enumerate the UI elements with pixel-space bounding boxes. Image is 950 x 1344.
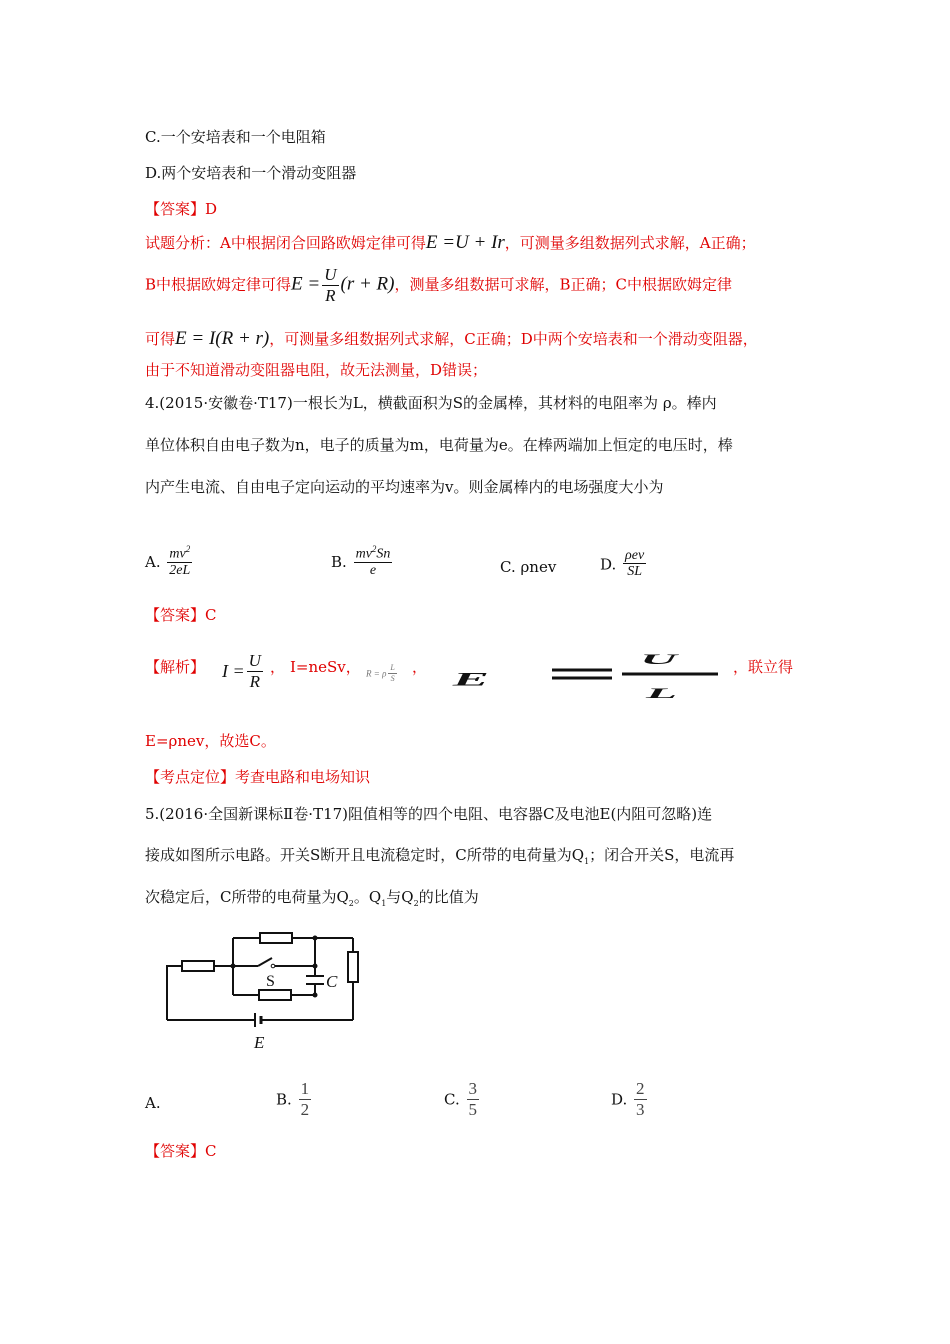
- fraction-denominator: R: [325, 285, 336, 305]
- analysis-line-3: [145, 328, 758, 351]
- q4-option-a: [145, 545, 194, 579]
- stem-text: 接成如图所示电路。开关S断开且电流稳定时，C所带的电荷量为Q: [145, 846, 585, 864]
- label-e: E: [254, 1033, 265, 1052]
- q5-answer: 【答案】C: [145, 1142, 217, 1160]
- fraction-numerator: U: [248, 651, 261, 670]
- analysis-text: 试题分析：A中根据闭合回路欧姆定律可得: [145, 234, 426, 252]
- q5-option-d: [611, 1080, 649, 1119]
- formula-e: E: [452, 668, 490, 690]
- switch-blade: [258, 958, 272, 966]
- fraction-denominator: SL: [627, 564, 643, 580]
- q4-explain-resistance: [366, 664, 399, 683]
- fraction-numerator: [167, 545, 192, 563]
- analysis-text: ，可测量多组数据列式求解，C正确；D中两个安培表和一个滑动变阻器，: [269, 330, 758, 348]
- wire-left: [167, 966, 182, 1020]
- answer-label: 【答案】D: [145, 200, 218, 218]
- analysis-line-2: [145, 266, 732, 305]
- q5-option-b: [276, 1080, 313, 1119]
- switch-contact: [271, 964, 275, 968]
- q4-answer: 【答案】C: [145, 606, 217, 624]
- fraction: [299, 1080, 312, 1119]
- resistor-top: [260, 933, 292, 943]
- numerator-text: mv: [355, 546, 372, 562]
- fraction-numerator: ρev: [625, 548, 645, 563]
- option-label: C.: [444, 1090, 460, 1109]
- separator: ，: [270, 658, 286, 676]
- q4-explain-neSv: I=neSv，: [290, 658, 361, 676]
- subscript: 1: [584, 857, 590, 866]
- fraction: [322, 266, 338, 305]
- stem-text: ；闭合开关S，电流再: [589, 846, 735, 864]
- option-label: D.: [600, 555, 617, 574]
- label-s: S: [266, 973, 275, 990]
- fraction-numerator: 2: [636, 1079, 645, 1098]
- fraction-numerator: U: [640, 651, 677, 668]
- option-label: D.: [611, 1090, 628, 1109]
- superscript: 2: [185, 544, 191, 554]
- q4-explain-field-formula: [440, 648, 740, 704]
- fraction-denominator: 3: [636, 1099, 645, 1119]
- analysis-line-1: [145, 232, 756, 255]
- fraction-denominator: L: [646, 685, 678, 702]
- fraction: [388, 664, 396, 683]
- q4-stem-line-3: 内产生电流、自由电子定向运动的平均速率为v。则金属棒内的电场强度大小为: [145, 478, 664, 496]
- fraction: [354, 545, 393, 579]
- q5-stem-line-3: [145, 888, 479, 909]
- stem-text: 。Q: [353, 888, 382, 906]
- analysis-text: ，测量多组数据可求解，B正确；C中根据欧姆定律: [394, 275, 732, 294]
- fraction-denominator: S: [390, 673, 395, 683]
- fraction: [623, 548, 646, 580]
- formula: E =U + Ir: [425, 232, 505, 253]
- q4-stem-line-1: 4.(2015·安徽卷·T17)一根长为L，横截面积为S的金属棒，其材料的电阻率为 ρ。棒内: [145, 394, 717, 412]
- stem-text: 次稳定后，C所带的电荷量为Q: [145, 888, 349, 906]
- analysis-text: 可得: [145, 330, 176, 348]
- stem-text: 的比值为: [418, 888, 479, 906]
- formula-lhs: E =: [291, 273, 321, 295]
- fraction-denominator: 2eL: [169, 563, 191, 579]
- formula-lhs: R = ρ: [366, 668, 387, 679]
- fraction-denominator: 5: [468, 1099, 477, 1119]
- junction-dot: [313, 993, 318, 998]
- superscript: 2: [371, 544, 377, 554]
- fraction-denominator: R: [249, 671, 260, 691]
- stem-text: 与Q: [386, 888, 414, 906]
- numerator-text: Sn: [376, 546, 391, 562]
- circuit-diagram: [160, 928, 370, 1053]
- junction-dot: [231, 964, 236, 969]
- q4-explain-tail: ，联立得: [733, 658, 794, 676]
- q5-option-c: [444, 1080, 481, 1119]
- option-d: D.两个安培表和一个滑动变阻器: [145, 164, 357, 182]
- fraction-denominator: 2: [300, 1099, 310, 1119]
- fraction: [247, 652, 263, 691]
- q4-explain-label: 【解析】: [145, 658, 206, 676]
- q5-stem-line-1: 5.(2016·全国新课标Ⅱ卷·T17)阻值相等的四个电阻、电容器C及电池E(内阻可忽略)连: [145, 805, 713, 823]
- fraction: [467, 1080, 480, 1119]
- q4-kaodian: 【考点定位】考查电路和电场知识: [145, 768, 371, 786]
- option-label: B.: [331, 553, 347, 572]
- resistor-bottom: [259, 990, 291, 1000]
- q5-stem-line-2: [145, 846, 734, 867]
- option-c: C.一个安培表和一个电阻箱: [145, 128, 326, 146]
- junction-dot: [313, 936, 318, 941]
- fraction-denominator: e: [369, 563, 377, 579]
- fraction-numerator: 3: [468, 1079, 477, 1098]
- subscript: 1: [381, 899, 387, 908]
- option-label: B.: [276, 1090, 292, 1109]
- resistor-right: [348, 952, 358, 982]
- fraction-numerator: [354, 545, 393, 563]
- resistor-left: [182, 961, 214, 971]
- numerator-text: mv: [169, 546, 186, 562]
- q4-explain-current: [222, 652, 265, 691]
- q4-result: E=ρnev，故选C。: [145, 732, 276, 750]
- separator: ，: [412, 658, 428, 676]
- analysis-text: B中根据欧姆定律可得: [145, 275, 292, 294]
- formula: E = I(R + r): [175, 328, 270, 349]
- q4-option-d: [600, 548, 648, 580]
- formula-rhs: (r + R): [340, 273, 395, 295]
- subscript: 2: [413, 899, 419, 908]
- fraction-numerator: 1: [300, 1079, 310, 1098]
- option-label: A.: [145, 553, 161, 572]
- label-c: C: [326, 972, 338, 991]
- fraction: [634, 1080, 647, 1119]
- q4-option-b: [331, 545, 394, 579]
- q4-option-c: C. ρnev: [500, 558, 557, 576]
- fraction: [167, 545, 192, 579]
- formula-lhs: I =: [222, 661, 245, 682]
- analysis-text: ，可测量多组数据列式求解，A正确；: [504, 234, 756, 252]
- q4-stem-line-2: 单位体积自由电子数为n，电子的质量为m，电荷量为e。在棒两端加上恒定的电压时，棒: [145, 436, 733, 454]
- subscript: 2: [348, 899, 354, 908]
- junction-dot: [313, 964, 318, 969]
- fraction-numerator: L: [390, 663, 395, 672]
- analysis-line-4: 由于不知道滑动变阻器电阻，故无法测量，D错误；: [145, 361, 488, 379]
- q5-option-a: A.: [145, 1094, 161, 1112]
- fraction-numerator: U: [324, 265, 337, 284]
